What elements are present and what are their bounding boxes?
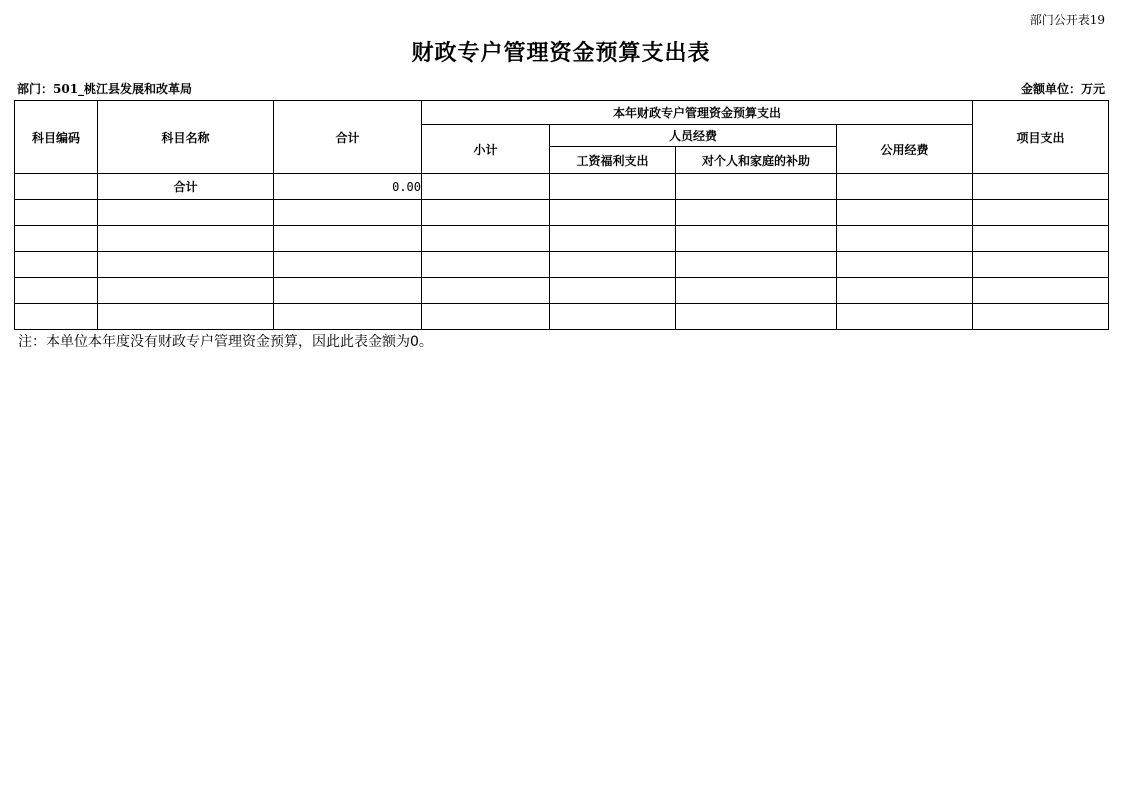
amount-unit-label: 金额单位：万元 [1020,82,1105,96]
footnote: 注：本单位本年度没有财政专户管理资金预算，因此此表金额为0。 [18,334,433,350]
cell-subsidy [676,174,837,200]
cell-subtotal [422,278,550,304]
form-code: 部门公开表19 [1029,13,1105,27]
cell-code [15,200,98,226]
cell-name [98,226,274,252]
cell-name [98,200,274,226]
cell-subsidy [676,278,837,304]
header-public-expense: 公用经费 [837,125,973,174]
cell-public [837,304,973,330]
cell-project [973,304,1109,330]
cell-subsidy [676,226,837,252]
header-salary-welfare: 工资福利支出 [550,147,676,174]
cell-project [973,252,1109,278]
cell-project [973,174,1109,200]
cell-name [98,252,274,278]
cell-subsidy [676,304,837,330]
cell-code [15,252,98,278]
cell-code [15,174,98,200]
cell-subtotal [422,200,550,226]
table-row [15,174,1109,200]
budget-table [14,100,1109,330]
header-total: 合计 [274,101,422,174]
cell-project [973,200,1109,226]
cell-total [274,200,422,226]
cell-subtotal [422,252,550,278]
cell-code [15,226,98,252]
cell-public [837,174,973,200]
cell-salary [550,226,676,252]
page-title: 财政专户管理资金预算支出表 [411,40,711,66]
cell-salary [550,252,676,278]
table-row [15,252,1109,278]
cell-public [837,252,973,278]
header-individual-family-subsidy: 对个人和家庭的补助 [676,147,837,174]
cell-project [973,226,1109,252]
cell-name [98,278,274,304]
cell-salary [550,174,676,200]
header-subtotal: 小计 [422,125,550,174]
cell-code [15,278,98,304]
table-row [15,226,1109,252]
cell-code [15,304,98,330]
cell-subsidy [676,252,837,278]
table-row [15,278,1109,304]
cell-subtotal [422,174,550,200]
cell-total [274,226,422,252]
header-subject-name: 科目名称 [98,101,274,174]
cell-project [973,278,1109,304]
cell-name: 合计 [98,174,274,200]
cell-subsidy [676,200,837,226]
header-project-expense: 项目支出 [973,101,1109,174]
cell-salary [550,200,676,226]
header-group-title: 本年财政专户管理资金预算支出 [422,101,973,125]
cell-total: 0.00 [274,174,422,200]
cell-name [98,304,274,330]
cell-public [837,226,973,252]
header-subject-code: 科目编码 [15,101,98,174]
table-row [15,304,1109,330]
department-label: 部门：501_桃江县发展和改革局 [17,82,193,96]
cell-subtotal [422,304,550,330]
cell-total [274,304,422,330]
cell-public [837,200,973,226]
cell-public [837,278,973,304]
cell-subtotal [422,226,550,252]
cell-total [274,278,422,304]
cell-salary [550,304,676,330]
table-row [15,200,1109,226]
cell-salary [550,278,676,304]
cell-total [274,252,422,278]
header-personnel-group: 人员经费 [550,125,837,147]
